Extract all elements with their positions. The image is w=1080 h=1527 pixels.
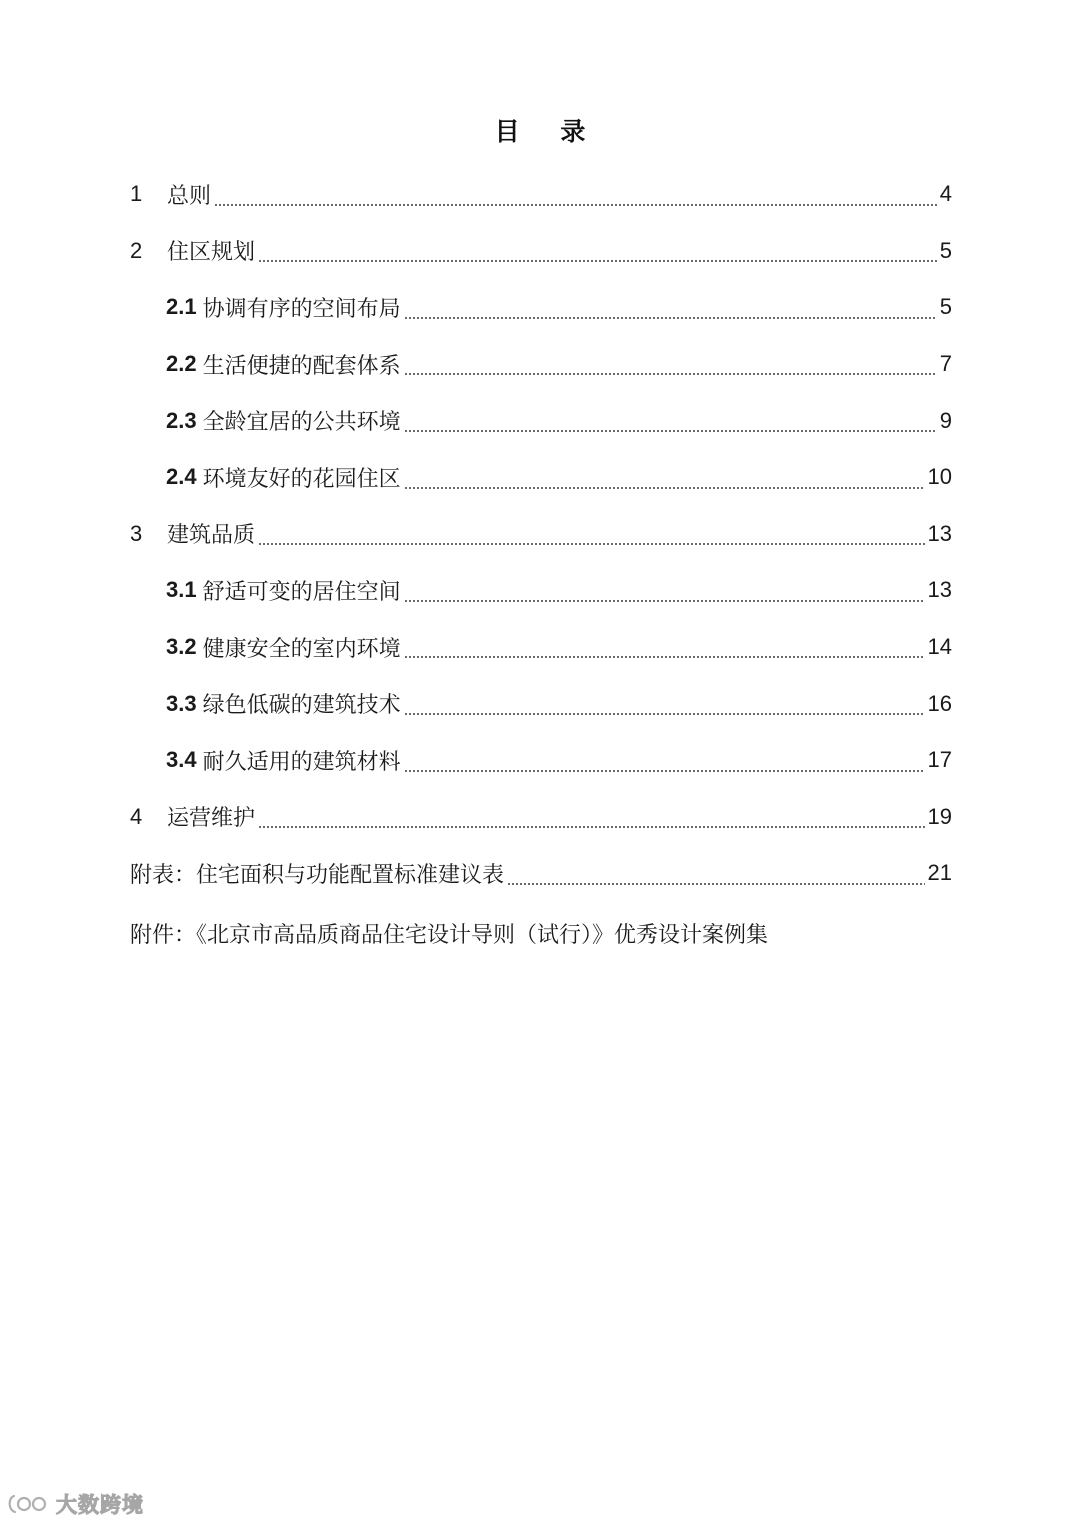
toc-page-number: 5 [939, 294, 952, 320]
toc-label: 住区规划 [167, 240, 256, 266]
toc-leader-dots [404, 487, 925, 489]
toc-leader-dots [404, 656, 925, 658]
watermark [6, 1490, 144, 1518]
toc-number: 2 [130, 237, 143, 263]
toc-leader-dots [258, 826, 925, 828]
toc-leader-dots [404, 373, 937, 375]
toc-entry-2-3[interactable] [130, 392, 952, 449]
toc-number: 4 [130, 803, 143, 829]
toc-entry-3-1[interactable] [130, 562, 952, 619]
toc-number: 3.1 [166, 577, 197, 603]
toc-leader-dots [404, 430, 937, 432]
toc-page-number: 10 [927, 464, 952, 490]
toc-entry-2[interactable] [130, 223, 952, 280]
toc-leader-dots [258, 260, 937, 262]
toc-leader-dots [214, 204, 937, 206]
attachment-note: 附件：《北京市高品质商品住宅设计导则（试行）》优秀设计案例集 [130, 923, 769, 948]
toc-number: 2.1 [166, 294, 197, 320]
toc-label: 生活便捷的配套体系 [202, 353, 401, 379]
toc-entry-3-4[interactable] [130, 732, 952, 789]
toc-entry-3-2[interactable] [130, 619, 952, 676]
toc-page-number: 4 [939, 181, 952, 207]
toc-page-number: 19 [927, 803, 952, 829]
brand-logo-icon [6, 1492, 50, 1516]
toc-page-number: 7 [939, 351, 952, 377]
toc-label: 建筑品质 [167, 523, 256, 549]
toc-label: 协调有序的空间布局 [202, 296, 401, 322]
toc-entry-2-2[interactable] [130, 336, 952, 393]
toc-label: 运营维护 [167, 806, 256, 832]
toc-number: 1 [130, 181, 143, 207]
toc-leader-dots [258, 543, 925, 545]
toc-label: 耐久适用的建筑材料 [202, 749, 401, 775]
toc-number: 3.3 [166, 690, 197, 716]
table-of-contents [130, 166, 952, 902]
toc-label: 绿色低碳的建筑技术 [202, 693, 401, 719]
toc-page-number: 13 [927, 520, 952, 546]
toc-entry-appendix-table[interactable] [130, 845, 952, 902]
toc-entry-1[interactable] [130, 166, 952, 223]
toc-leader-dots [404, 770, 925, 772]
toc-number: 3 [130, 520, 143, 546]
toc-page-number: 21 [927, 860, 952, 886]
toc-number: 2.4 [166, 464, 197, 490]
toc-leader-dots [404, 713, 925, 715]
toc-page-number: 5 [939, 237, 952, 263]
toc-leader-dots [404, 600, 925, 602]
toc-entry-3[interactable] [130, 506, 952, 563]
toc-label: 健康安全的室内环境 [202, 636, 401, 662]
toc-page-number: 13 [927, 577, 952, 603]
toc-page-number: 9 [939, 407, 952, 433]
toc-leader-dots [404, 317, 937, 319]
toc-leader-dots [507, 883, 925, 885]
toc-page-number: 14 [927, 634, 952, 660]
watermark-text: 大数跨境 [56, 1493, 144, 1517]
toc-label: 环境友好的花园住区 [202, 466, 401, 492]
toc-label: 附表：住宅面积与功能配置标准建议表 [130, 862, 505, 888]
toc-number: 2.3 [166, 407, 197, 433]
toc-page-number: 16 [927, 690, 952, 716]
toc-number: 3.2 [166, 634, 197, 660]
toc-number: 2.2 [166, 351, 197, 377]
toc-label: 舒适可变的居住空间 [202, 579, 401, 605]
toc-entry-3-3[interactable] [130, 675, 952, 732]
toc-label: 全龄宜居的公共环境 [202, 410, 401, 436]
toc-page-number: 17 [927, 747, 952, 773]
page-title: 目 录 [494, 117, 602, 146]
toc-entry-2-1[interactable] [130, 279, 952, 336]
toc-label: 总则 [167, 183, 212, 209]
toc-entry-2-4[interactable] [130, 449, 952, 506]
toc-entry-4[interactable] [130, 789, 952, 846]
toc-number: 3.4 [166, 747, 197, 773]
